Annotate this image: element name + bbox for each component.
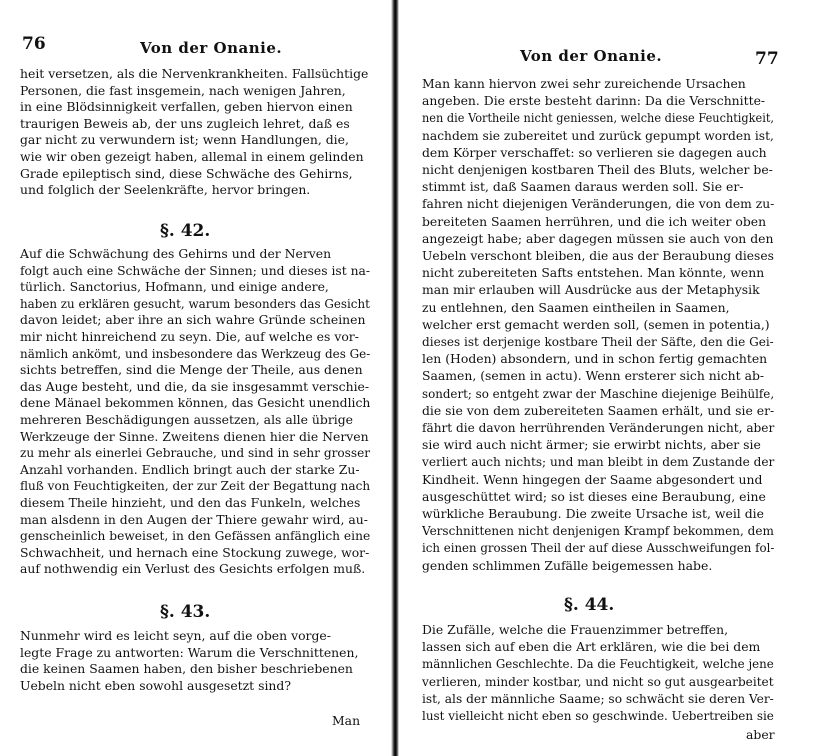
text-line: bereiteten Saamen herrühren, und die ich weiter oben [422,213,767,229]
text-line: Nunmehr wird es leicht seyn, auf die oben vorge- [20,628,331,643]
text-line: stimmt ist, daß Saamen daraus werden soll. Sie er- [422,179,744,195]
text-line: nicht zubereiteten Safts entstehen. Man könnte, wenn [422,265,765,281]
text-line: lust vielleicht nicht eben so geschwinde. Uebertreiben sie [422,708,774,723]
running-head: Von der Onanie. [520,47,663,65]
text-line: Werkzeuge der Sinne. Zweitens dienen hier die Nerven [20,428,369,444]
text-line: Verschnittenen nicht denjenigen Krampf bekommen, dem [422,523,774,539]
text-line: Saamen, (semen in actu). Wenn ersterer sich nicht ab- [422,368,765,384]
text-line: fluß von Feuchtigkeiten, der zur Zeit der Begattung nach [20,478,371,494]
text-line: lassen sich auf eben die Art erklären, wie die bei dem [422,639,761,655]
text-line: dieses ist derjenige kostbare Theil der Säfte, den die Gei- [422,334,774,349]
text-line: ich einen grossen Theil der auf diese Ausschweifungen fol- [422,540,775,556]
text-line: die sie von dem zubereiteten Saamen erhält, und sie er- [422,402,775,418]
text-line: ist, als der männliche Saame; so schwächt sie deren Ver- [422,690,774,706]
text-line: folgt auch eine Schwäche der Sinnen; und dieses ist na- [20,262,371,278]
text-line: welcher erst gemacht werden soll, (semen in potentia,) [422,316,770,332]
text-line: sichts betreffen, sind die Menge der Theile, aus denen [20,362,363,378]
text-line: in eine Blödsinnigkeit verfallen, geben hiervon einen [20,99,353,115]
text-line: nämlich ankömt, und insbesondere das Werkzeug des Ge- [20,345,371,361]
text-line: und folglich der Seelenkräfte, hervor bringen. [20,182,311,198]
text-line: türlich. Sanctorius, Hofmann, und einige andere, [20,279,329,295]
text-line: würkliche Beraubung. Die zweite Ursache ist, weil die [422,506,764,521]
text-line: genden schlimmen Zufälle beigemessen habe. [422,557,713,573]
catchword: Man [332,713,361,728]
text-line: traurigen Beweis ab, der uns zugleich lehret, daß es [20,115,350,131]
text-line: man alsdenn in den Augen der Thiere gewahr wird, au- [20,511,368,527]
text-line: Die Zufälle, welche die Frauenzimmer betreffen, [422,622,729,637]
section-heading: §. 42. [160,221,211,241]
text-line: davon leidet; aber ihre an sich wahre Gründe scheinen [20,312,366,328]
catchword: aber [746,727,775,742]
text-line: ausgeschüttet wird; so ist dieses eine Beraubung, eine [422,488,766,504]
text-line: gar nicht zu verwundern ist; wenn Handlungen, die, [20,132,349,148]
text-line: nicht denjenigen kostbaren Theil des Bluts, welcher be- [422,162,773,177]
text-line: sondert; so entgeht zwar der Maschine diejenige Beihülfe, [422,385,775,401]
text-line: nachdem sie zubereitet und zurück gepumpt worden ist, [422,127,774,143]
text-line: angezeigt habe; aber dagegen müssen sie auch von den [422,230,774,246]
text-line: len (Hoden) absondern, und in schon fertig gemachten [422,351,768,367]
text-line: Anzahl vorhanden. Endlich bringt auch der starke Zu- [20,461,360,477]
text-line: haben zu erklären gesucht, warum besonders das Gesicht [20,295,370,311]
page-number: 77 [755,49,779,69]
text-line: verlieren, minder kostbar, und nicht so gut ausgearbeitet [422,673,774,689]
section-heading: §. 43. [160,602,211,622]
text-line: zu mehr als einerlei Gebrauche, und sind in sehr grosser [20,445,371,461]
text-line: mir nicht hinreichend zu seyn. Die, auf welche es vor- [20,329,359,344]
text-line: legte Frage zu antworten: Warum die Verschnittenen, [20,644,359,660]
section-heading: §. 44. [564,595,615,615]
right-page [400,0,834,756]
left-page [0,0,392,756]
text-line: zu entlehnen, den Saamen eintheilen in Saamen, [422,299,730,315]
text-line: fährt die davon herrührenden Veränderungen nicht, aber [422,420,775,435]
text-line: Grade epileptisch sind, diese Schwäche des Gehirns, [20,165,353,181]
text-line: angeben. Die erste besteht darinn: Da die Verschnitte- [422,93,766,109]
text-line: nen die Vortheile nicht geniessen, welche diese Feuchtigkeit, [422,110,775,126]
text-line: Kindheit. Wenn hingegen der Saame abgesondert und [422,471,763,487]
text-line: das Auge besteht, und die, da sie insgesammt verschie- [20,378,370,394]
text-line: sie wird auch nicht ärmer; sie erwirbt nichts, aber sie [422,437,761,453]
text-line: diesem Theile hinzieht, und den das Funkeln, welches [20,495,361,510]
text-line: fahren nicht diejenigen Veränderungen, die von dem zu- [422,196,775,212]
text-line: Uebeln verschont bleiben, die aus der Beraubung dieses [422,248,774,263]
running-head: Von der Onanie. [140,39,283,57]
text-line: heit versetzen, als die Nervenkrankheiten. Fallsüchtige [20,66,369,81]
text-line: wie wir oben gezeigt haben, allemal in einem gelinden [20,149,364,164]
text-line: dem Körper verschaffet: so verlieren sie dagegen auch [422,144,767,160]
text-line: die keinen Saamen haben, den bisher beschriebenen [20,661,353,677]
text-line: Schwachheit, und hernach eine Stockung zuwege, wor- [20,544,370,560]
text-line: dene Mänael bekommen können, das Gesicht unendlich [20,395,371,411]
text-line: mehreren Beschädigungen aussetzen, als alle übrige [20,412,353,427]
text-line: man mir erlauben will Ausdrücke aus der Metaphysik [422,282,760,298]
text-line: genscheinlich beweiset, in den Gefässen anfänglich eine [20,528,371,544]
text-line: männlichen Geschlechte. Da die Feuchtigkeit, welche jene [422,656,774,672]
text-line: auf nothwendig ein Verlust des Gesichts erfolgen muß. [20,561,366,577]
text-line: verliert auch nichts; und man bleibt in dem Zustande der [422,454,775,470]
book-gutter [391,0,399,756]
text-line: Personen, die fast insgemein, nach wenigen Jahren, [20,82,346,98]
text-line: Auf die Schwächung des Gehirns und der Nerven [20,246,332,261]
text-line: Man kann hiervon zwei sehr zureichende Ursachen [422,76,746,91]
page-number: 76 [22,34,46,54]
text-line: Uebeln nicht eben sowohl ausgesetzt sind? [20,677,291,693]
